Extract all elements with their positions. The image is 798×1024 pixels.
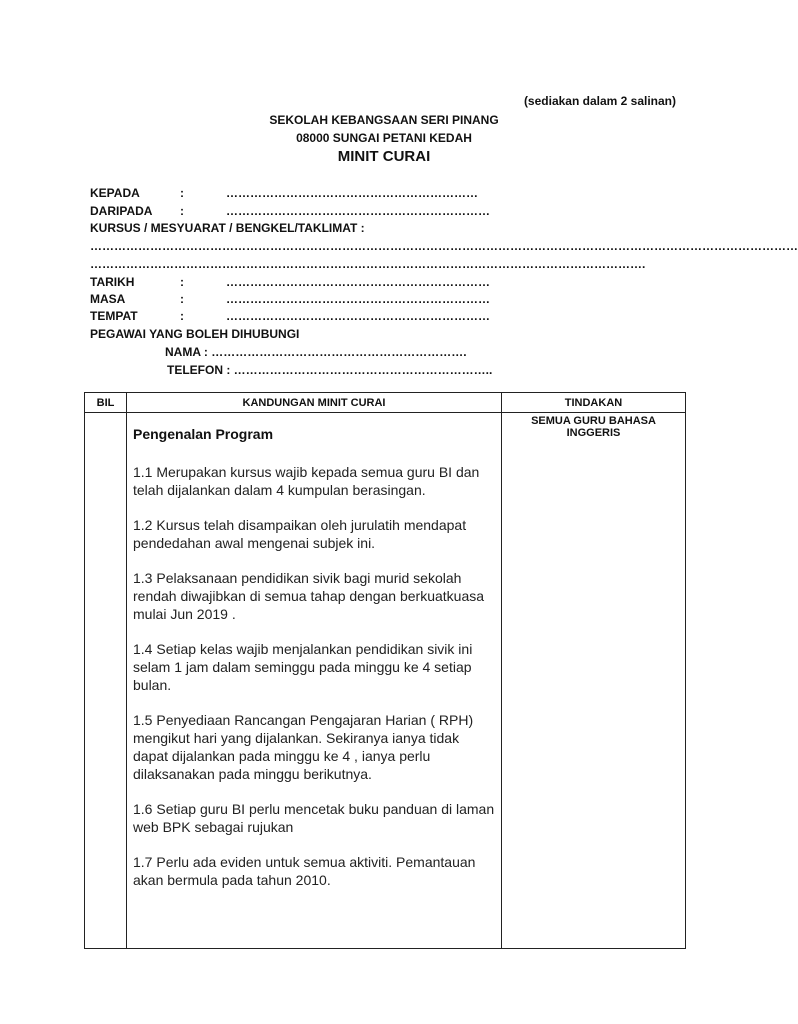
- list-item: 1.5 Penyediaan Rancangan Pengajaran Harian ( RPH) mengikut hari yang dijalankan. Sekiranya ianya tidak dapat dijalankan pada minggu ke 4 , ianya perlu dilaksanakan pada minggu berikutnya.: [133, 712, 474, 782]
- list-item: 1.4 Setiap kelas wajib menjalankan pendidikan sivik ini selam 1 jam dalam seminggu pada minggu ke 4 setiap bulan.: [133, 641, 473, 693]
- cell-kandungan: [127, 413, 502, 949]
- field-masa: [90, 292, 490, 306]
- list-item: 1.7 Perlu ada eviden untuk semua aktiviti. Pemantauan akan bermula pada tahun 2010.: [133, 854, 476, 888]
- document-title: MINIT CURAI: [337, 148, 431, 165]
- school-address: 08000 SUNGAI PETANI KEDAH: [296, 131, 472, 145]
- field-tempat: [90, 309, 490, 323]
- field-blank: …………………………………………………………: [226, 204, 490, 218]
- field-kepada: [90, 186, 478, 200]
- list-item: 1.2 Kursus telah disampaikan oleh jurulatih mendapat pendedahan awal mengenai subjek ini.: [133, 517, 467, 551]
- field-pegawai-label: PEGAWAI YANG BOLEH DIHUBUNGI: [90, 327, 300, 341]
- field-kursus-blank-1: ……………………………………………………………………………………………………………………………………………………………: [90, 239, 798, 253]
- field-label: TEMPAT: [90, 309, 138, 323]
- minutes-table: [84, 392, 686, 949]
- field-daripada: [90, 204, 490, 218]
- field-colon: :: [180, 186, 184, 200]
- field-kursus-blank-2: ………………………………………………………………………………………………………………………….: [90, 257, 646, 271]
- field-tarikh: [90, 275, 490, 289]
- section-title: Pengenalan Program: [133, 426, 274, 442]
- header-bil: BIL: [85, 393, 127, 413]
- header-kandungan: KANDUNGAN MINIT CURAI: [127, 393, 502, 413]
- field-colon: :: [180, 309, 184, 323]
- field-kursus-label: KURSUS / MESYUARAT / BENGKEL/TAKLIMAT :: [90, 221, 365, 235]
- cell-bil: [85, 413, 127, 949]
- field-colon: :: [180, 204, 184, 218]
- header-tindakan: TINDAKAN: [502, 393, 686, 413]
- field-label: MASA: [90, 292, 126, 306]
- copies-note: (sediakan dalam 2 salinan): [523, 94, 676, 108]
- field-blank: …………………………………………………………: [226, 292, 490, 306]
- field-label: KEPADA: [90, 186, 140, 200]
- list-item: 1.1 Merupakan kursus wajib kepada semua guru BI dan telah dijalankan dalam 4 kumpulan berasingan.: [133, 464, 480, 498]
- list-item: 1.6 Setiap guru BI perlu mencetak buku panduan di laman web BPK sebagai rujukan: [133, 801, 495, 835]
- field-label: DARIPADA: [90, 204, 153, 218]
- field-colon: :: [180, 275, 184, 289]
- cell-tindakan: SEMUA GURU BAHASA INGGERIS: [502, 413, 686, 949]
- field-blank: …………………………………………………………: [226, 275, 490, 289]
- field-label: TARIKH: [90, 275, 135, 289]
- table-header-row: [85, 393, 686, 413]
- list-item: 1.3 Pelaksanaan pendidikan sivik bagi murid sekolah rendah diwajibkan di semua tahap dengan berkuatkuasa mulai Jun 2019 .: [133, 570, 485, 622]
- field-nama: NAMA : ……………………………………………………….: [165, 345, 467, 359]
- field-telefon: TELEFON : ………………………………………………………..: [167, 363, 493, 377]
- field-blank: …………………………………………………………: [226, 309, 490, 323]
- school-name: SEKOLAH KEBANGSAAN SERI PINANG: [269, 113, 499, 127]
- table-row: [85, 413, 686, 949]
- field-blank: ………………………………………………………: [226, 186, 478, 200]
- field-colon: :: [180, 292, 184, 306]
